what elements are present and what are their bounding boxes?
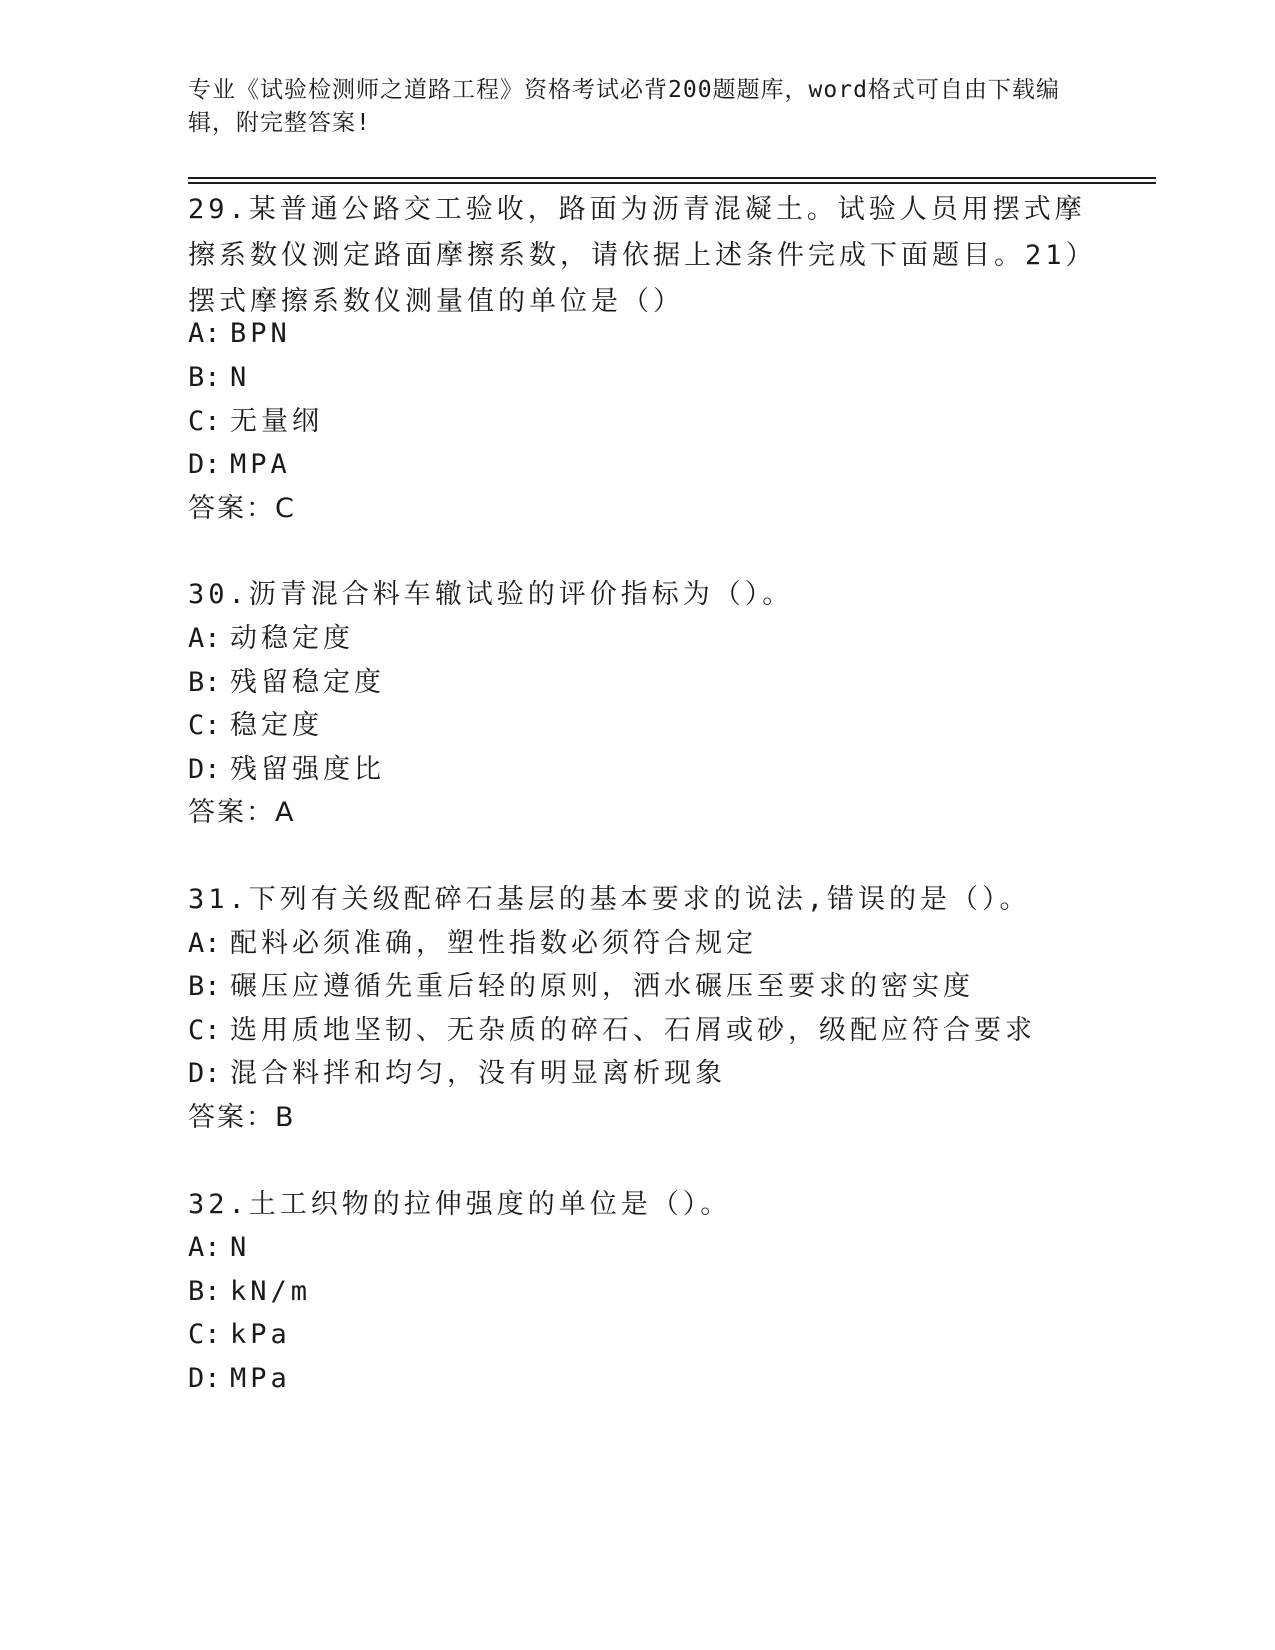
question-32-option-d	[188, 1363, 291, 1395]
question-31-option-d	[188, 1058, 726, 1090]
question-32-text: 32.土工织物的拉伸强度的单位是（）。	[188, 1189, 732, 1220]
option-text: kPa	[230, 1319, 291, 1350]
option-key: C:	[188, 406, 221, 437]
option-key: A:	[188, 1232, 221, 1263]
header-divider-top	[188, 177, 1156, 179]
question-30-option-b	[188, 667, 385, 699]
question-29-option-a	[188, 318, 291, 350]
option-text: 混合料拌和均匀，没有明显离析现象	[230, 1058, 726, 1089]
option-text: 选用质地坚韧、无杂质的碎石、石屑或砂，级配应符合要求	[230, 1015, 1036, 1046]
option-key: C:	[188, 1015, 221, 1046]
option-key: C:	[188, 710, 221, 741]
option-text: MPA	[230, 449, 291, 480]
option-text: 动稳定度	[230, 623, 354, 654]
question-29-text: 29.某普通公路交工验收，路面为沥青混凝土。试验人员用摆式摩擦系数仪测定路面摩擦系数，请依据上述条件完成下面题目。21）摆式摩擦系数仪测量值的单位是（）	[188, 194, 1086, 317]
option-text: kN/m	[230, 1276, 312, 1307]
header-divider-bottom	[188, 182, 1156, 184]
question-30-option-a	[188, 623, 354, 655]
question-32-option-c	[188, 1319, 291, 1351]
question-32-option-a	[188, 1232, 250, 1264]
option-key: B:	[188, 667, 221, 698]
question-29-option-c	[188, 406, 323, 438]
option-key: B:	[188, 1276, 221, 1307]
question-30-option-d	[188, 754, 385, 786]
question-30-option-c	[188, 710, 323, 742]
option-text: BPN	[230, 318, 291, 349]
option-text: N	[230, 362, 251, 393]
question-32-option-b	[188, 1276, 311, 1308]
option-key: D:	[188, 754, 221, 785]
option-key: A:	[188, 318, 221, 349]
question-30-answer: 答案：A	[188, 797, 296, 828]
option-key: D:	[188, 449, 221, 480]
question-29-option-d	[188, 449, 291, 481]
option-key: A:	[188, 623, 221, 654]
option-text: 残留强度比	[230, 754, 385, 785]
option-text: 配料必须准确，塑性指数必须符合规定	[230, 928, 757, 959]
question-29-answer: 答案：C	[188, 493, 296, 524]
document-header: 专业《试验检测师之道路工程》资格考试必背200题题库，word格式可自由下载编辑，附完整答案!	[188, 77, 1060, 136]
option-text: 无量纲	[230, 406, 323, 437]
option-key: A:	[188, 928, 221, 959]
question-31-option-b	[188, 971, 974, 1003]
option-text: MPa	[230, 1363, 291, 1394]
option-key: C:	[188, 1319, 221, 1350]
option-key: B:	[188, 362, 221, 393]
option-key: B:	[188, 971, 221, 1002]
question-29-option-b	[188, 362, 250, 394]
option-key: D:	[188, 1058, 221, 1089]
question-31-answer: 答案：B	[188, 1102, 296, 1133]
question-31-option-c	[188, 1015, 1036, 1047]
question-30-text: 30.沥青混合料车辙试验的评价指标为（）。	[188, 579, 794, 610]
question-31-text: 31.下列有关级配碎石基层的基本要求的说法,错误的是（）。	[188, 884, 1031, 915]
question-31-option-a	[188, 928, 757, 960]
option-text: 稳定度	[230, 710, 323, 741]
option-key: D:	[188, 1363, 221, 1394]
option-text: 碾压应遵循先重后轻的原则，洒水碾压至要求的密实度	[230, 971, 974, 1002]
option-text: N	[230, 1232, 251, 1263]
option-text: 残留稳定度	[230, 667, 385, 698]
